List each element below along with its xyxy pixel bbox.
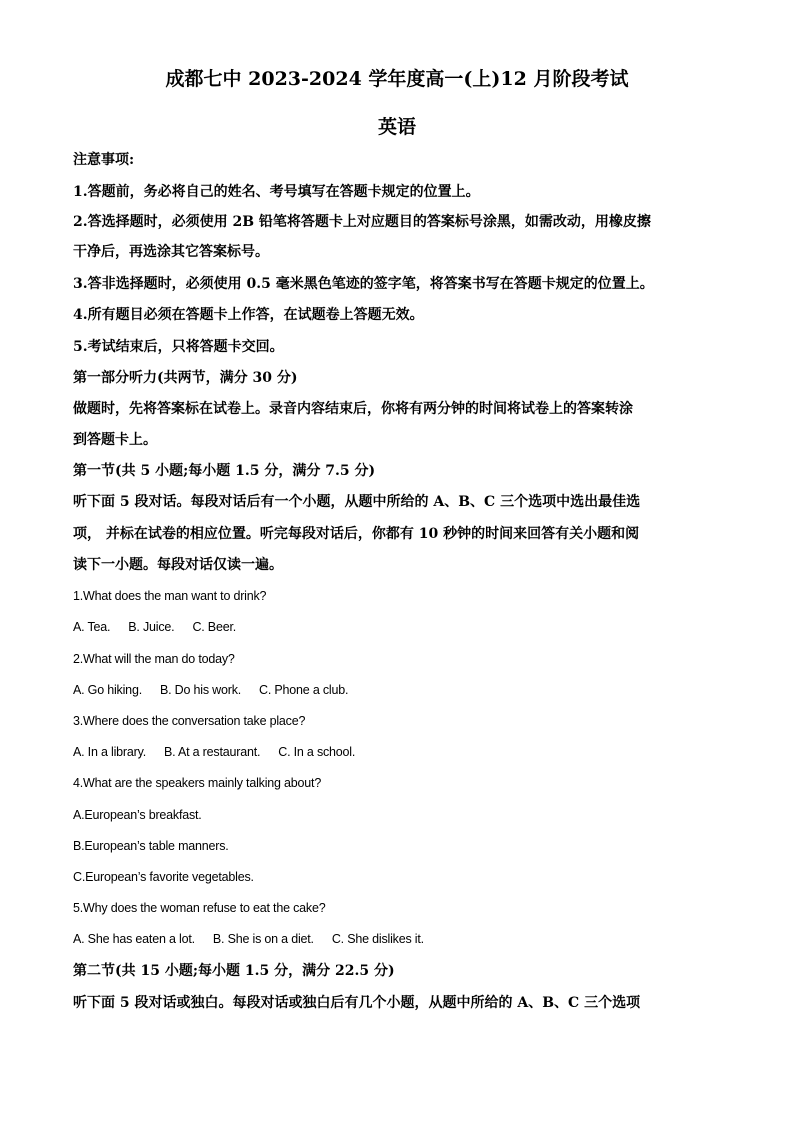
question-3-option-c: C. In a school. [278, 745, 356, 759]
exam-title: 成都七中 2023-2024 学年度高一(上)12 月阶段考试 [165, 68, 629, 90]
notice-item-1: 1.答题前，务必将自己的姓名、考号填写在答题卡规定的位置上。 [73, 184, 480, 200]
question-3-stem: 3.Where does the conversation take place? [73, 714, 306, 728]
part1-instruction-line1: 做题时，先将答案标在试卷上。录音内容结束后，你将有两分钟的时间将试卷上的答案转涂 [73, 401, 633, 417]
question-1-option-c: C. Beer. [192, 620, 236, 634]
question-5-options [73, 930, 442, 948]
question-3-option-b: B. At a restaurant. [163, 745, 261, 759]
question-5-stem: 5.Why does the woman refuse to eat the cake? [73, 901, 326, 915]
notice-item-4: 4.所有题目必须在答题卡上作答，在试题卷上答题无效。 [73, 307, 424, 323]
notice-item-2-cont: 干净后，再选涂其它答案标号。 [73, 244, 269, 260]
notice-item-3: 3.答非选择题时，必须使用 0.5 毫米黑色笔迹的签字笔，将答案书写在答题卡规定的位置上。 [73, 276, 654, 292]
question-5-option-a: A. She has eaten a lot. [73, 932, 195, 946]
question-3-options [73, 743, 373, 761]
section2-heading: 第二节(共 15 小题;每小题 1.5 分，满分 22.5 分) [73, 963, 395, 979]
notice-item-5: 5.考试结束后，只将答题卡交回。 [73, 339, 284, 355]
question-4-option-c: C.European’s favorite vegetables. [73, 870, 254, 884]
subject-title: 英语 [377, 116, 416, 138]
notice-item-2: 2.答选择题时，必须使用 2B 铅笔将答题卡上对应题目的答案标号涂黑，如需改动，用橡皮擦 [73, 214, 651, 230]
question-1-option-a: A. Tea. [73, 620, 111, 634]
section2-instruction-line1: 听下面 5 段对话或独白。每段对话或独白后有几个小题，从题中所给的 A、B、C 三个选项 [73, 995, 641, 1011]
question-4-stem: 4.What are the speakers mainly talking about? [73, 776, 322, 790]
question-4-option-a: A.European’s breakfast. [73, 808, 202, 822]
question-2-options [73, 681, 366, 699]
section1-heading: 第一节(共 5 小题;每小题 1.5 分，满分 7.5 分) [73, 463, 376, 479]
question-1-options [73, 618, 254, 636]
part1-heading: 第一部分听力(共两节，满分 30 分) [73, 370, 298, 386]
question-1-stem: 1.What does the man want to drink? [73, 589, 267, 603]
notice-heading: 注意事项: [73, 152, 135, 168]
question-3-option-a: A. In a library. [73, 745, 146, 759]
section1-instruction-line1: 听下面 5 段对话。每段对话后有一个小题，从题中所给的 A、B、C 三个选项中选出最佳选 [73, 494, 641, 510]
question-2-option-c: C. Phone a club. [259, 683, 349, 697]
part1-instruction-line2: 到答题卡上。 [73, 432, 157, 448]
question-2-option-a: A. Go hiking. [73, 683, 142, 697]
section1-instruction-line3: 读下一小题。每段对话仅读一遍。 [73, 557, 283, 573]
question-2-stem: 2.What will the man do today? [73, 652, 235, 666]
section1-instruction-line2: 项， 并标在试卷的相应位置。听完每段对话后，你都有 10 秒钟的时间来回答有关小题和阅 [73, 526, 640, 542]
question-4-option-b: B.European’s table manners. [73, 839, 229, 853]
question-2-option-b: B. Do his work. [159, 683, 242, 697]
question-5-option-c: C. She dislikes it. [331, 932, 424, 946]
question-1-option-b: B. Juice. [128, 620, 175, 634]
question-5-option-b: B. She is on a diet. [212, 932, 314, 946]
